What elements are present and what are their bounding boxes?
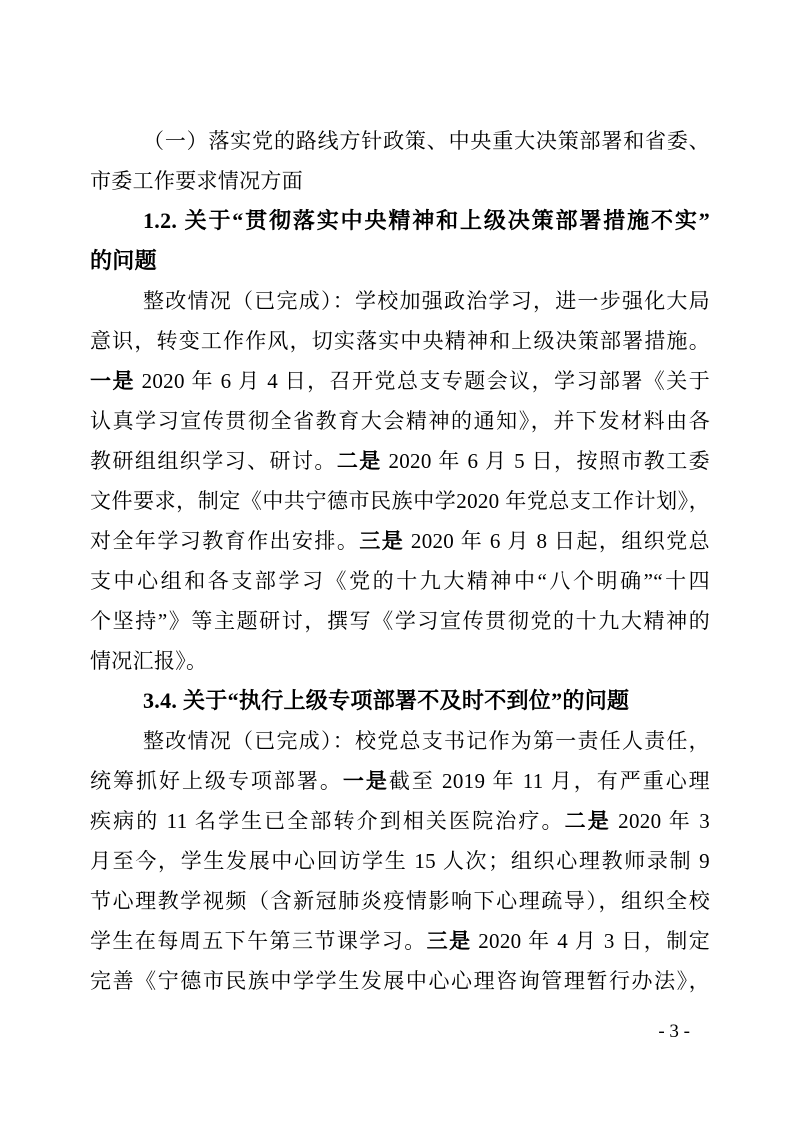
text-run: 疾病的 11 名学生已全部转介到相关医院治疗。 — [90, 809, 565, 833]
text-line — [90, 521, 710, 561]
document-body — [90, 121, 710, 1001]
text-line — [90, 481, 710, 521]
text-line — [90, 801, 710, 841]
text-line — [90, 401, 710, 441]
bold-text-run: 1.2. 关于“贯彻落实中央精神和上级决策部署措施不实” — [143, 208, 710, 233]
text-run: 个坚持”》等主题研讨，撰写《学习宣传贯彻党的十九大精神的 — [90, 609, 710, 633]
bold-text-run: 3.4. 关于“执行上级专项部署不及时不到位”的问题 — [143, 688, 630, 713]
text-run: 对全年学习教育作出安排。 — [90, 529, 360, 553]
text-run: 2020 年 4 月 3 日，制定 — [471, 929, 710, 953]
text-line — [90, 881, 710, 921]
text-line — [90, 281, 710, 321]
text-line — [90, 961, 710, 1001]
text-run: 教研组组织学习、研讨。 — [90, 449, 337, 473]
text-run: （一）落实党的路线方针政策、中央重大决策部署和省委、 — [143, 129, 710, 153]
bold-text-run: 一是 — [90, 369, 135, 393]
text-line — [90, 321, 710, 361]
text-run: 意识，转变工作作风，切实落实中央精神和上级决策部署措施。 — [90, 329, 710, 353]
text-run: 整改情况（已完成）：学校加强政治学习，进一步强化大局 — [143, 289, 710, 313]
bold-text-run: 三是 — [426, 929, 472, 953]
heading-line — [90, 201, 710, 241]
text-line — [90, 121, 710, 161]
text-line — [90, 721, 710, 761]
text-run: 节心理教学视频（含新冠肺炎疫情影响下心理疏导），组织全校 — [90, 889, 710, 913]
text-line — [90, 921, 710, 961]
text-run: 2020 年 3 — [610, 809, 710, 833]
text-run: 认真学习宣传贯彻全省教育大会精神的通知》，并下发材料由各 — [90, 409, 710, 433]
text-run: 文件要求，制定《中共宁德市民族中学2020 年党总支工作计划》， — [90, 489, 710, 513]
text-line — [90, 641, 710, 681]
text-run: 情况汇报》。 — [90, 649, 208, 673]
text-run: 截至 2019 年 11 月，有严重心理 — [388, 769, 710, 793]
text-run: 学生在每周五下午第三节课学习。 — [90, 929, 427, 953]
bold-text-run: 三是 — [359, 529, 405, 553]
text-run: 2020 年 6 月 8 日起，组织党总 — [404, 529, 710, 553]
text-line — [90, 561, 710, 601]
text-run: 完善《宁德市民族中学学生发展中心心理咨询管理暂行办法》， — [90, 969, 710, 993]
text-line — [90, 441, 710, 481]
text-run: 整改情况（已完成）：校党总支书记作为第一责任人责任， — [143, 729, 710, 753]
text-line — [90, 761, 710, 801]
bold-text-run: 二是 — [564, 809, 611, 833]
bold-text-run: 一是 — [342, 769, 389, 793]
text-run: 2020 年 6 月 4 日，召开党总支专题会议，学习部署《关于 — [134, 369, 710, 393]
text-run: 市委工作要求情况方面 — [90, 169, 303, 193]
bold-text-run: 二是 — [336, 449, 382, 473]
text-run: 月至今，学生发展中心回访学生 15 人次；组织心理教师录制 9 — [90, 849, 710, 873]
heading-line — [90, 681, 710, 721]
text-line — [90, 601, 710, 641]
text-run: 支中心组和各支部学习《党的十九大精神中“八个明确”“十四 — [90, 569, 710, 593]
text-run: 2020 年 6 月 5 日，按照市教工委 — [381, 449, 710, 473]
bold-text-run: 的问题 — [90, 248, 157, 273]
text-run: 统筹抓好上级专项部署。 — [90, 769, 343, 793]
text-line — [90, 161, 710, 201]
heading-line — [90, 241, 710, 281]
text-line — [90, 841, 710, 881]
page-number: - 3 - — [658, 1021, 690, 1042]
text-line — [90, 361, 710, 401]
